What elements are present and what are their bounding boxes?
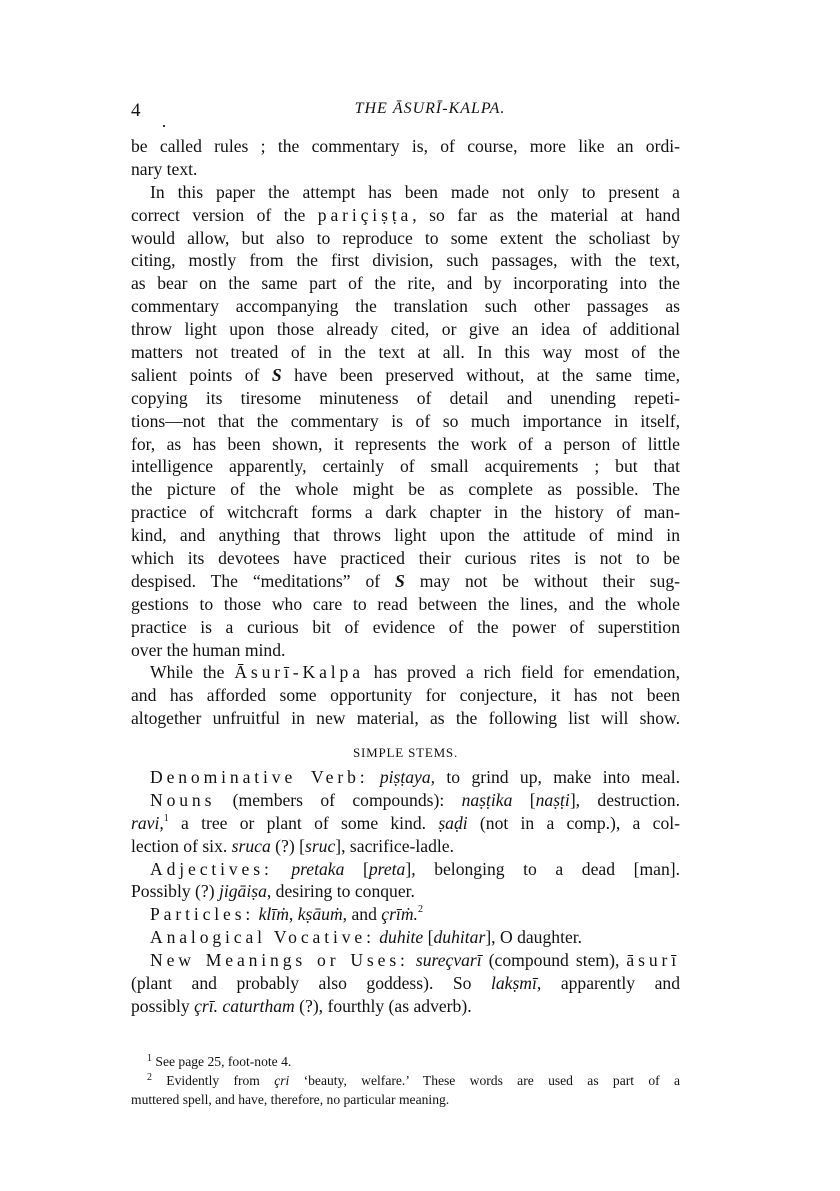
italic-term: preta <box>368 858 406 879</box>
simple-stems-list <box>131 766 680 1018</box>
italic-term: lakṣmī, <box>490 973 542 994</box>
text-run: matters not treated of in the text at all. In this way most of the <box>131 342 680 363</box>
text-run: Evidently from <box>152 1073 275 1088</box>
text-line <box>131 135 680 158</box>
text-run: may not be without their sug- <box>404 570 680 591</box>
text-line <box>131 547 680 570</box>
text-run: (plant and probably also goddess). So <box>131 973 491 994</box>
spaced-term: Denominative Verb: <box>150 767 369 787</box>
text-run: for, as has been shown, it represents the work of a person of little <box>131 433 680 454</box>
text-run: , <box>288 904 298 925</box>
text-line <box>131 524 680 547</box>
text-run: (?), fourthly (as adverb). <box>294 995 472 1016</box>
text-run: (compound stem), <box>481 950 627 971</box>
italic-term: sruca <box>231 835 271 856</box>
text-line <box>131 227 680 250</box>
text-run: despised. The “meditations” of <box>131 570 396 591</box>
text-line <box>131 341 680 364</box>
text-run: which its devotees have practiced their curious rites is not to be <box>131 548 680 569</box>
spaced-term: pariçiṣṭa <box>317 204 413 225</box>
text-run: apparently and <box>541 973 680 994</box>
text-run: lection of six. <box>131 835 232 856</box>
text-line <box>131 926 680 949</box>
text-run: correct version of the <box>131 204 318 225</box>
text-run: copying its tiresome minuteness of detail and unending repeti- <box>131 387 680 408</box>
text-line <box>131 249 680 272</box>
text-line <box>131 661 680 684</box>
text-line <box>131 1071 680 1090</box>
text-line <box>131 570 680 593</box>
running-title: THE ĀSURĪ-KALPA. <box>354 100 506 117</box>
text-line <box>131 318 680 341</box>
page-number: 4 <box>131 100 141 121</box>
text-run: altogether unfruitful in new material, as the following list will show. <box>131 708 680 729</box>
footnote-marker: 2 <box>417 904 423 916</box>
text-line <box>131 387 680 410</box>
text-line <box>131 789 680 812</box>
text-run: would allow, but also to reproduce to some extent the scholiast by <box>131 227 680 248</box>
text-line <box>131 766 680 789</box>
text-line <box>131 995 680 1018</box>
text-run: (?) [ <box>270 835 305 856</box>
text-line <box>131 181 680 204</box>
text-run: throw light upon those already cited, or give an idea of additional <box>131 319 680 340</box>
text-line <box>131 501 680 524</box>
text-run: kind, and anything that throws light upon the attitude of mind in <box>131 525 680 546</box>
text-run: practice is a curious bit of evidence of the power of superstition <box>131 616 680 637</box>
text-line <box>131 433 680 456</box>
text-run <box>409 950 416 970</box>
text-run: salient points of <box>131 364 272 385</box>
text-line <box>131 616 680 639</box>
text-line <box>131 684 680 707</box>
text-run: , desiring to conquer. <box>266 881 415 902</box>
text-run: nary text. <box>131 158 198 179</box>
text-line <box>131 949 680 972</box>
text-line <box>131 204 680 227</box>
text-run: have been preserved without, at the same time, <box>281 364 680 385</box>
text-line <box>131 364 680 387</box>
text-run: ], destruction. <box>569 789 680 810</box>
italic-term: ṣaḍi <box>438 812 468 833</box>
text-line <box>131 478 680 501</box>
text-run: a tree or plant of some kind. <box>168 812 439 833</box>
text-line <box>131 455 680 478</box>
text-run: muttered spell, and have, therefore, no particular meaning. <box>131 1092 450 1107</box>
body-text <box>131 135 680 730</box>
text-run: be called rules ; the commentary is, of course, more like an ordi- <box>131 136 680 156</box>
italic-term: naṣṭika <box>461 789 513 810</box>
text-run: has proved a rich field for emendation, <box>363 662 681 683</box>
text-run: citing, mostly from the first division, such passages, with the text, <box>131 250 680 271</box>
italic-term: ravi, <box>131 812 164 833</box>
text-run: See page 25, foot-note 4. <box>152 1054 292 1069</box>
spaced-term: New Meanings or Uses: <box>150 950 409 971</box>
text-run: , so far as the material at hand <box>412 204 680 225</box>
text-line <box>131 903 680 926</box>
text-run: over the human mind. <box>131 639 286 660</box>
text-run: While the <box>150 662 235 683</box>
text-run <box>369 767 380 787</box>
text-line <box>131 835 680 858</box>
text-line <box>131 410 680 433</box>
spaced-term: Nouns <box>150 789 216 810</box>
text-line <box>131 272 680 295</box>
spaced-term: Āsurī-Kalpa <box>234 662 364 683</box>
footnotes <box>131 1052 680 1109</box>
italic-term: klīṁ <box>258 904 289 925</box>
text-run: the picture of the whole might be as complete as possible. The <box>131 479 680 500</box>
text-run: to grind up, make into meal. <box>435 767 680 787</box>
spaced-term: Particles: <box>150 904 255 925</box>
italic-term: S <box>271 364 282 385</box>
italic-term: duhitar <box>433 927 486 948</box>
text-run: practice of witchcraft forms a dark chapter in the history of man- <box>131 502 680 523</box>
text-line <box>131 812 680 835</box>
text-line <box>131 1090 680 1109</box>
text-line <box>131 707 680 730</box>
text-run: Possibly (?) <box>131 881 219 902</box>
text-run: commentary accompanying the translation such other passages as <box>131 296 680 317</box>
italic-term: duhite <box>379 927 424 948</box>
text-line <box>131 295 680 318</box>
italic-term: S <box>395 570 405 591</box>
italic-term: kṣāuṁ <box>297 904 343 925</box>
text-run: ], O daughter. <box>485 927 583 948</box>
text-line <box>131 972 680 995</box>
text-line <box>131 639 680 662</box>
text-line <box>131 158 680 181</box>
text-run: (not in a comp.), a col- <box>467 812 680 833</box>
spaced-term: Adjectives: <box>150 858 273 879</box>
text-line <box>131 858 680 881</box>
spaced-term: Analogical Vocative: <box>150 927 375 948</box>
text-run: and has afforded some opportunity for conjecture, it has not been <box>131 685 680 706</box>
scan-speck <box>163 125 165 127</box>
text-run: In this paper the attempt has been made not only to present a <box>150 181 680 202</box>
text-run: as bear on the same part of the rite, and by incorporating into the <box>131 273 680 294</box>
italic-term: caturtham <box>222 995 295 1016</box>
text-run: [ <box>512 789 536 810</box>
italic-term: sureçvarī <box>415 950 482 971</box>
text-run: , and <box>342 904 382 925</box>
italic-term: jigāiṣa <box>218 881 267 902</box>
text-run: ‘beauty, welfare.’ These words are used as part of a <box>289 1073 680 1088</box>
text-run: gestions to those who care to read between the lines, and the whole <box>131 593 680 614</box>
italic-term: pretaka <box>291 858 345 879</box>
text-run: intelligence apparently, certainly of small acquirements ; but that <box>131 456 680 477</box>
italic-term: çri <box>274 1073 290 1088</box>
text-run: ], belonging to a dead [man]. <box>405 858 681 879</box>
spaced-term: āsurī <box>626 950 680 971</box>
italic-term: çrī. <box>194 995 219 1016</box>
text-line <box>131 593 680 616</box>
footnote-marker: 1 <box>163 812 169 824</box>
text-line <box>131 1052 680 1071</box>
italic-term: naṣṭi <box>535 789 570 810</box>
footnote-marker: 1 <box>147 1053 152 1064</box>
text-run: tions—not that the commentary is of so much importance in itself, <box>131 410 680 431</box>
italic-term: piṣṭaya, <box>379 767 436 787</box>
text-run: [ <box>344 858 369 879</box>
text-run: ], sacrifice-ladle. <box>335 835 454 856</box>
text-run: (members of compounds): <box>215 789 462 810</box>
text-run: possibly <box>131 995 195 1016</box>
italic-term: sruc <box>304 835 336 856</box>
section-heading: SIMPLE STEMS. <box>352 745 459 760</box>
footnote-marker: 2 <box>147 1072 152 1083</box>
italic-term: çrīṁ. <box>381 904 418 925</box>
text-line <box>131 880 680 903</box>
text-run <box>273 859 292 879</box>
text-run: [ <box>423 927 434 948</box>
